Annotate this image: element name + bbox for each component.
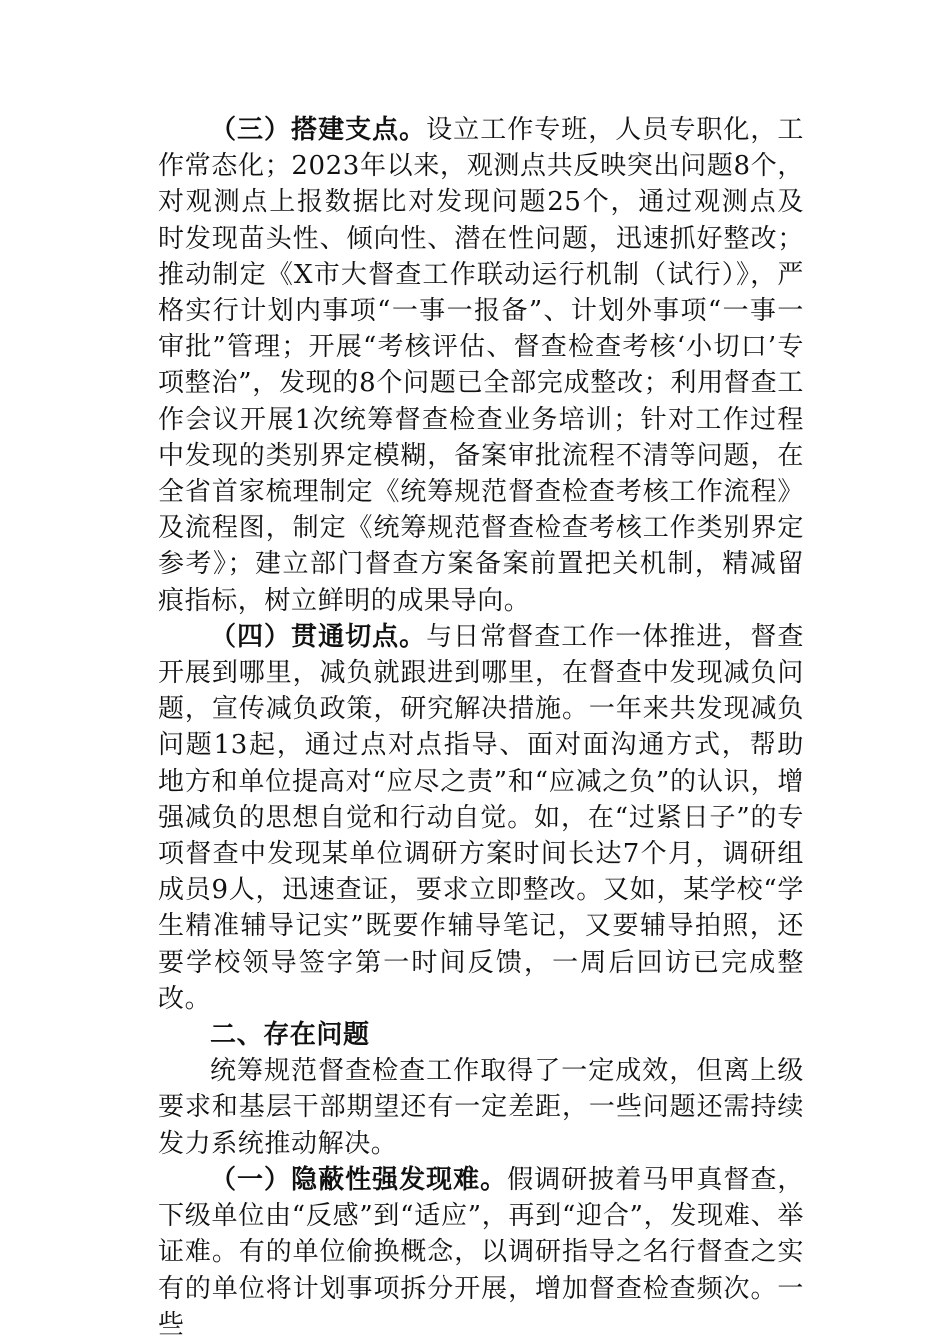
paragraph-lead: （一）隐蔽性强发现难。 [210, 1164, 508, 1195]
paragraph-body: 与日常督查工作一体推进，督查开展到哪里，减负就跟进到哪里，在督查中发现减负问题，宣传减负政策，研究解决措施。一年来共发现减负问题13起，通过点对点指导、面对面沟通方式，帮助地方和单位提高对“应尽之责”和“应减之负”的认识，增强减负的思想自觉和行动自觉。如，在“过紧日子”的专项督查中发现某单位调研方案时间长达7个月，调研组成员9人，迅速查证，要求立即整改。又如，某学校“学生精准辅导记实”既要作辅导笔记，又要辅导拍照，还要学校领导签字第一时间反馈，一周后回访已完成整改。 [158, 621, 804, 1014]
document-page [158, 112, 804, 1343]
paragraph-lead: （三）搭建支点。 [210, 115, 427, 145]
section-heading: 二、存在问题 [210, 1020, 370, 1051]
paragraph-issue-1 [158, 1162, 804, 1343]
paragraph-section-3 [158, 112, 804, 619]
paragraph-section-4 [158, 619, 804, 1017]
paragraph-body: 设立工作专班，人员专职化，工作常态化；2023年以来，观测点共反映突出问题8个，对观测点上报数据比对发现问题25个，通过观测点及时发现苗头性、倾向性、潜在性问题，迅速抓好整改；推动制定《X市大督查工作联动运行机制（试行）》，严格实行计划内事项“一事一报备”、计划外事项“一事一审批”管理；开展“考核评估、督查检查考核‘小切口’专项整治”，发现的8个问题已全部完成整改；利用督查工作会议开展1次统筹督查检查业务培训；针对工作过程中发现的类别界定模糊，备案审批流程不清等问题，在全省首家梳理制定《统筹规范督查检查考核工作流程》及流程图，制定《统筹规范督查检查考核工作类别界定参考》；建立部门督查方案备案前置把关机制，精减留痕指标，树立鲜明的成果导向。 [158, 115, 804, 616]
paragraph-body: 假调研披着马甲真督查，下级单位由“反感”到“适应”，再到“迎合”，发现难、举证难。有的单位偷换概念，以调研指导之名行督查之实有的单位将计划事项拆分开展，增加督查检查频次。一些 [158, 1164, 804, 1340]
paragraph-intro: 统筹规范督查检查工作取得了一定成效，但离上级要求和基层干部期望还有一定差距，一些问题还需持续发力系统推动解决。 [158, 1056, 804, 1159]
paragraph-lead: （四）贯通切点。 [210, 621, 427, 652]
